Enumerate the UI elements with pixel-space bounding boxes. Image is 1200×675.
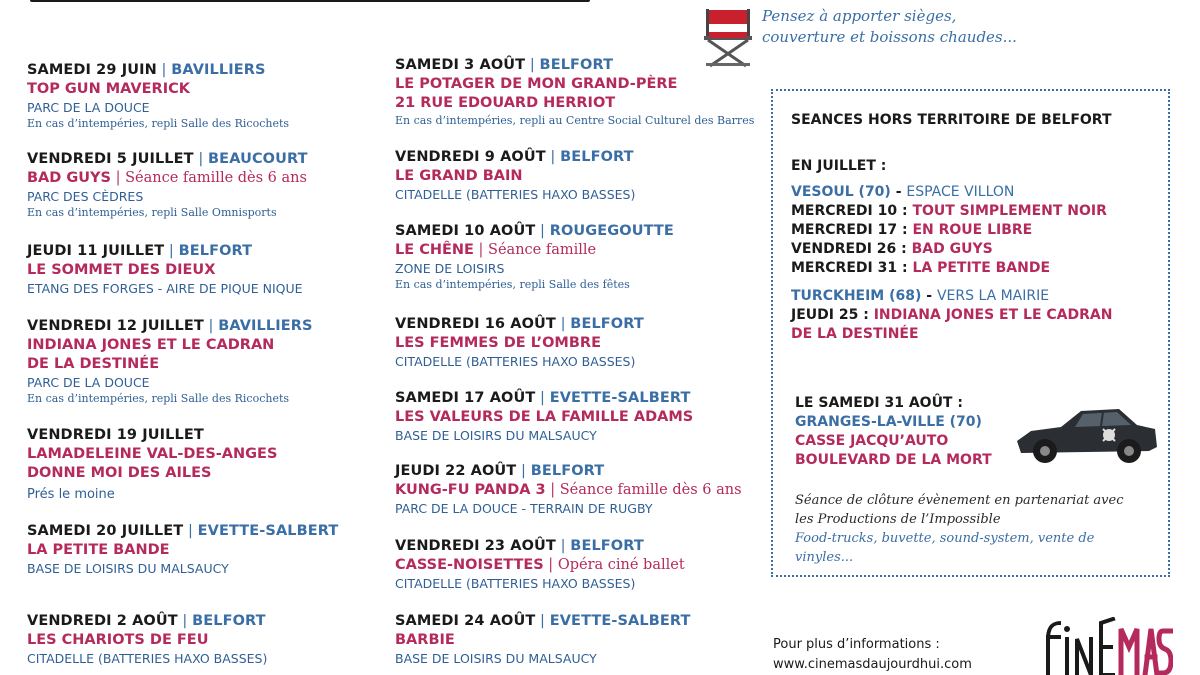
event-title: BARBIE [395,632,455,648]
session-line: VENDREDI 26 : BAD GUYS [791,241,993,257]
event-title-line2: DE LA DESTINÉE [27,356,160,372]
event-date: SAMEDI 17 AOÛT [395,390,536,406]
cropped-heading-bar [30,0,590,2]
session-film: TOUT SIMPLEMENT NOIR [912,203,1107,219]
event-rain-note: En cas d’intempéries, repli Salle des Ricochets [27,392,290,405]
directors-chair-icon [700,6,756,68]
event-date: VENDREDI 19 JUILLET [27,427,204,443]
event-note: Opéra ciné ballet [557,557,685,573]
closing-venue: CASSE JACQU’AUTO [795,433,949,449]
event-title: INDIANA JONES ET LE CADRAN [27,337,275,353]
event-title-line2: DONNE MOI DES AILES [27,465,212,481]
event-2: JEUDI 11 JUILLET | BELFORT LE SOMMET DES DIEUX ETANG DES FORGES - AIRE DE PIQUE NIQUE [27,243,303,296]
event-location: ETANG DES FORGES - AIRE DE PIQUE NIQUE [27,281,303,296]
event-location: CITADELLE (BATTERIES HAXO BASSES) [395,354,636,369]
event-place: BELFORT [530,463,605,479]
session-film-line2: DE LA DESTINÉE [791,326,919,342]
event-1: VENDREDI 5 JUILLET | BEAUCOURT BAD GUYS | Séance famille dès 6 ans PARC DES CÈDRES En cas d’intempéries, repli Salle Omnisports [27,151,308,219]
event-note: Séance famille dès 6 ans [559,482,742,498]
event-3: VENDREDI 12 JUILLET | BAVILLIERS INDIANA JONES ET LE CADRAN DE LA DESTINÉE PARC DE LA DOUCE En cas d’intempéries, repli Salle des Ricochets [27,318,313,405]
vesoul-venue: ESPACE VILLON [906,184,1015,200]
event-note: Séance famille dès 6 ans [125,170,307,186]
info-block [773,635,972,675]
website-link[interactable]: www.cinemasdaujourdhui.com [773,657,972,672]
event-title: TOP GUN MAVERICK [27,81,190,97]
event-14: SAMEDI 24 AOÛT | EVETTE-SALBERT BARBIE BASE DE LOISIRS DU MALSAUCY [395,613,691,666]
event-title: LES CHARIOTS DE FEU [27,632,209,648]
july-label: EN JUILLET : [791,158,887,174]
event-place: BELFORT [570,538,644,554]
event-date: VENDREDI 9 AOÛT [395,149,546,165]
event-13: VENDREDI 23 AOÛT | BELFORT CASSE-NOISETTES | Opéra ciné ballet CITADELLE (BATTERIES HAXO BASSES) [395,538,685,591]
event-place: BELFORT [570,316,644,332]
event-date: VENDREDI 23 AOÛT [395,538,556,554]
event-10: VENDREDI 16 AOÛT | BELFORT LES FEMMES DE L’OMBRE CITADELLE (BATTERIES HAXO BASSES) [395,316,644,369]
event-title: LES FEMMES DE L’OMBRE [395,335,601,351]
closing-extras: Food-trucks, buvette, sound-system, vente de vinyles... [795,531,1095,565]
session-film: EN ROUE LIBRE [912,222,1033,238]
session-line: MERCREDI 10 : TOUT SIMPLEMENT NOIR [791,203,1107,219]
event-place: BELFORT [178,243,253,259]
event-place: BAVILLIERS [218,318,313,334]
event-date: SAMEDI 10 AOÛT [395,223,536,239]
event-location: BASE DE LOISIRS DU MALSAUCY [395,651,597,666]
event-date: SAMEDI 3 AOÛT [395,57,526,73]
session-line: MERCREDI 17 : EN ROUE LIBRE [791,222,1033,238]
event-rain-note: En cas d’intempéries, repli Salle des fêtes [395,278,630,291]
event-date: SAMEDI 24 AOÛT [395,613,536,629]
event-location: PARC DE LA DOUCE - TERRAIN DE RUGBY [395,501,653,516]
event-place: BEAUCOURT [208,151,308,167]
event-location: BASE DE LOISIRS DU MALSAUCY [395,428,597,443]
turckheim-city: TURCKHEIM (68) [791,288,922,304]
event-11: SAMEDI 17 AOÛT | EVETTE-SALBERT LES VALEURS DE LA FAMILLE ADAMS BASE DE LOISIRS DU MALSAUCY [395,390,694,443]
event-place: EVETTE-SALBERT [549,390,691,406]
event-title: LA PETITE BANDE [27,542,170,558]
event-location: PARC DES CÈDRES [27,189,144,204]
event-place: BELFORT [539,57,614,73]
event-place: BELFORT [560,149,634,165]
event-date: VENDREDI 12 JUILLET [27,318,204,334]
event-5: SAMEDI 20 JUILLET | EVETTE-SALBERT LA PETITE BANDE BASE DE LOISIRS DU MALSAUCY [27,523,339,576]
event-title: LES VALEURS DE LA FAMILLE ADAMS [395,409,694,425]
event-location: Prés le moine [27,487,115,502]
event-place: EVETTE-SALBERT [549,613,691,629]
event-place: BAVILLIERS [171,62,266,78]
event-4 [27,426,277,503]
vesoul-line: VESOUL (70) - ESPACE VILLON [791,184,1015,200]
event-location: PARC DE LA DOUCE [27,375,150,390]
event-title: BAD GUYS [27,170,111,186]
closing-film: BOULEVARD DE LA MORT [795,452,992,468]
event-note: Séance famille [488,242,597,258]
session-film: INDIANA JONES ET LE CADRAN [873,307,1113,323]
closing-description: Séance de clôture évènement en partenariat avec les Productions de l’Impossible [795,493,1124,527]
event-place: BELFORT [192,613,266,629]
closing-city: GRANGES-LA-VILLE (70) [795,414,982,430]
event-12: JEUDI 22 AOÛT | BELFORT KUNG-FU PANDA 3 | Séance famille dès 6 ans PARC DE LA DOUCE - TERRAIN DE RUGBY [395,463,742,516]
event-title: LE GRAND BAIN [395,168,523,184]
event-date: VENDREDI 5 JUILLET [27,151,194,167]
event-location: PARC DE LA DOUCE [27,100,150,115]
event-0: SAMEDI 29 JUIN | BAVILLIERS TOP GUN MAVERICK PARC DE LA DOUCE En cas d’intempéries, repli Salle des Ricochets [27,62,290,130]
event-location: CITADELLE (BATTERIES HAXO BASSES) [27,651,268,666]
info-label: Pour plus d’informations : [773,637,940,652]
event-title: LE CHÊNE [395,242,474,258]
event-rain-note: En cas d’intempéries, repli au Centre Social Culturel des Barres [395,114,755,127]
event-location: CITADELLE (BATTERIES HAXO BASSES) [395,187,636,202]
event-location: CITADELLE (BATTERIES HAXO BASSES) [395,576,636,591]
session-line: JEUDI 25 : INDIANA JONES ET LE CADRAN [791,307,1113,323]
event-rain-note: En cas d’intempéries, repli Salle Omnisports [27,206,277,219]
car-illustration [1011,389,1161,479]
event-place: ROUGEGOUTTE [549,223,674,239]
event-9: SAMEDI 10 AOÛT | ROUGEGOUTTE LE CHÊNE | Séance famille ZONE DE LOISIRS En cas d’intempéries, repli Salle des fêtes [395,223,674,291]
session-film: LA PETITE BANDE [912,260,1051,276]
vesoul-city: VESOUL (70) [791,184,891,200]
box-heading: SEANCES HORS TERRITOIRE DE BELFORT [791,112,1112,128]
event-place: EVETTE-SALBERT [197,523,339,539]
event-8: VENDREDI 9 AOÛT | BELFORT LE GRAND BAIN CITADELLE (BATTERIES HAXO BASSES) [395,149,636,202]
session-film: BAD GUYS [911,241,993,257]
event-title: LAMADELEINE VAL-DES-ANGES [27,446,278,462]
session-line: MERCREDI 31 : LA PETITE BANDE [791,260,1051,276]
event-date: VENDREDI 16 AOÛT [395,316,556,332]
cinemas-logo [1045,617,1173,675]
event-date: VENDREDI 2 AOÛT [27,613,178,629]
event-location: BASE DE LOISIRS DU MALSAUCY [27,561,229,576]
event-date: SAMEDI 20 JUILLET [27,523,184,539]
event-title: LE POTAGER DE MON GRAND-PÈRE [395,76,678,92]
closing-label: LE SAMEDI 31 AOÛT : [795,395,963,411]
event-date: JEUDI 11 JUILLET [27,243,165,259]
event-7: SAMEDI 3 AOÛT | BELFORT LE POTAGER DE MON GRAND-PÈRE 21 RUE EDOUARD HERRIOT En cas d’intempéries, repli au Centre Social Culturel des Barres [395,57,755,127]
outside-territory-box [771,89,1170,577]
event-title: KUNG-FU PANDA 3 [395,482,546,498]
tip-line: couverture et boissons chaudes... [762,28,1017,46]
tip-text [762,6,1017,48]
event-6: VENDREDI 2 AOÛT | BELFORT LES CHARIOTS DE FEU CITADELLE (BATTERIES HAXO BASSES) [27,613,268,666]
event-title: LE SOMMET DES DIEUX [27,262,216,278]
event-date: SAMEDI 29 JUIN [27,62,157,78]
turckheim-line: TURCKHEIM (68) - VERS LA MAIRIE [791,288,1050,304]
event-location: ZONE DE LOISIRS [395,261,505,276]
tip-line: Pensez à apporter sièges, [762,7,957,25]
event-address: 21 RUE EDOUARD HERRIOT [395,95,616,111]
event-title: CASSE-NOISETTES [395,557,544,573]
event-rain-note: En cas d’intempéries, repli Salle des Ricochets [27,117,290,130]
turckheim-venue: VERS LA MAIRIE [936,288,1050,304]
event-date: JEUDI 22 AOÛT [395,463,517,479]
